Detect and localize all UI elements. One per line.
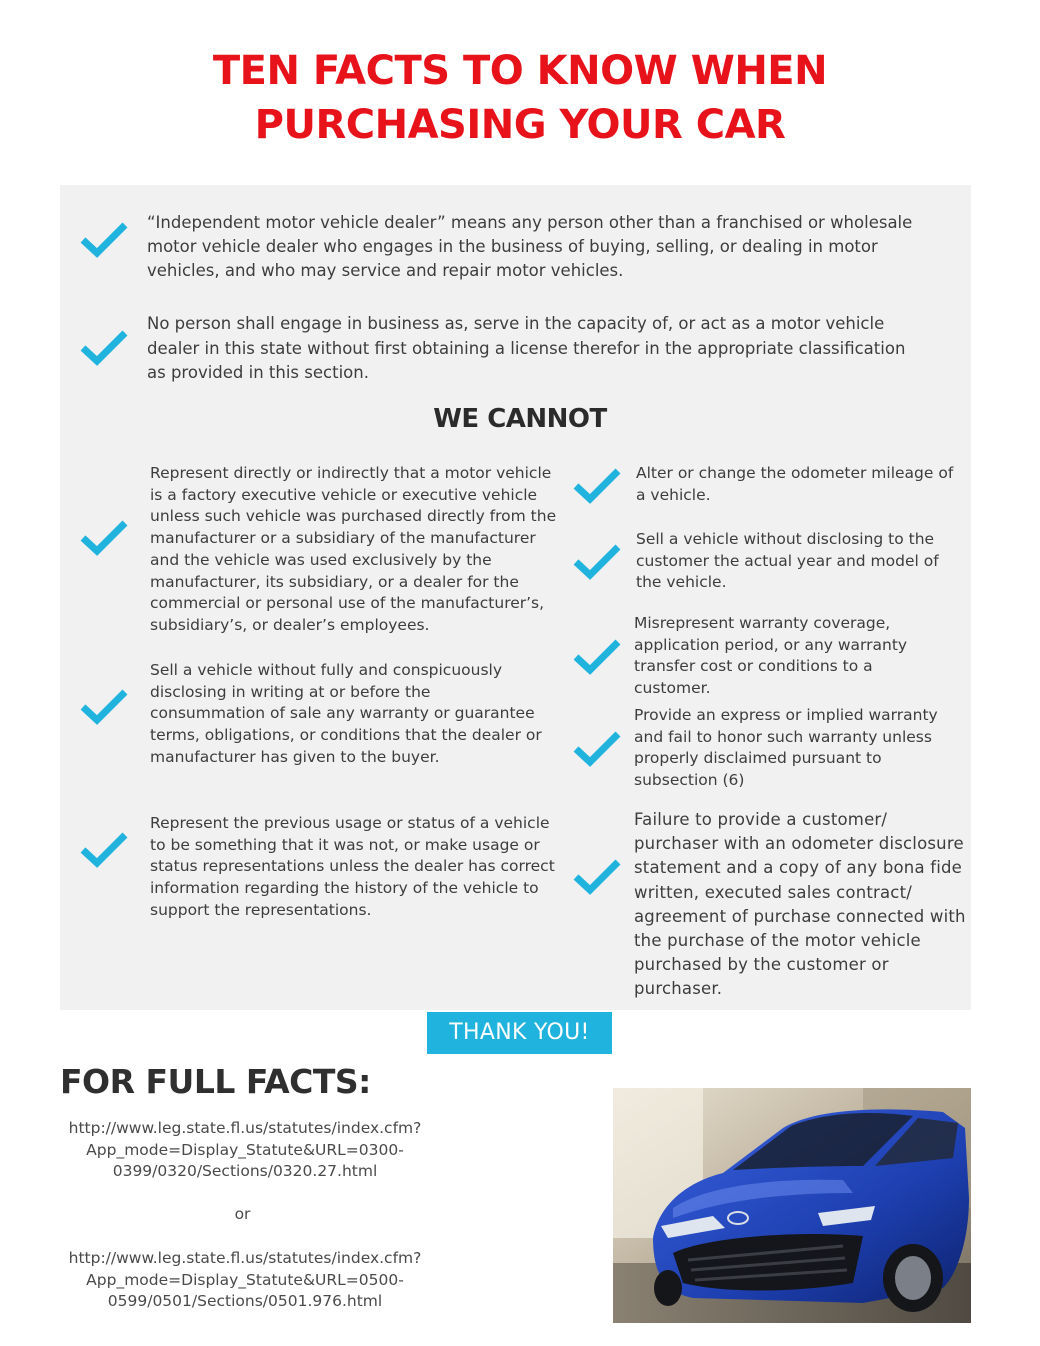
checkmark-icon	[80, 328, 128, 368]
left-item-1: Represent directly or indirectly that a motor vehicle is a factory executive vehicle or executive vehicle unless such vehicle was purchased directly from the manufacturer or a subsidiary of the manufacturer and the vehicle was used exclusively by the manufacturer, its subsidiary, or a dealer for the commercial or personal use of the manufacturer’s, subsidiary’s, or dealer’s employees.	[150, 464, 557, 634]
statute-link-2-line-3: 0599/0501/Sections/0501.976.html	[107, 1292, 383, 1310]
checkmark-icon	[573, 857, 621, 897]
statute-link-2-line-1: http://www.leg.state.fl.us/statutes/index.cfm?	[68, 1249, 422, 1267]
right-item-2: Sell a vehicle without disclosing to the customer the actual year and model of the vehicle.	[636, 530, 939, 592]
page-title	[0, 44, 1040, 152]
statute-link-1-line-2: App_mode=Display_Statute&URL=0300-	[86, 1140, 404, 1159]
statute-link-1-line-1: http://www.leg.state.fl.us/statutes/index.cfm?	[68, 1119, 422, 1137]
checkmark-icon	[573, 729, 621, 769]
intro-fact-2: No person shall engage in business as, serve in the capacity of, or act as a motor vehicle dealer in this state without first obtaining a license therefor in the appropriate classification as provided in this section.	[147, 314, 906, 382]
we-cannot-heading: WE CANNOT	[433, 404, 607, 434]
checkmark-icon	[573, 466, 621, 506]
full-facts-heading: FOR FULL FACTS:	[60, 1062, 371, 1101]
title-line-2: PURCHASING YOUR CAR	[254, 102, 786, 148]
statute-link-2[interactable]	[60, 1248, 430, 1313]
right-item-5: Failure to provide a customer/ purchaser with an odometer disclosure statement and a copy of any bona fide written, executed sales contract/ agreement of purchase connected with the purchase of the motor vehicle purchased by the customer or purchaser.	[634, 810, 966, 999]
right-item-1: Alter or change the odometer mileage of a vehicle.	[636, 464, 954, 504]
statute-link-1[interactable]	[60, 1118, 430, 1183]
right-item-3: Misrepresent warranty coverage, application period, or any warranty transfer cost or conditions to a customer.	[634, 614, 908, 698]
checkmark-icon	[573, 637, 621, 677]
title-line-1: TEN FACTS TO KNOW WHEN	[212, 48, 828, 94]
statute-link-2-line-2: App_mode=Display_Statute&URL=0500-	[86, 1270, 404, 1289]
right-item-4: Provide an express or implied warranty and fail to honor such warranty unless properly disclaimed pursuant to subsection (6)	[634, 706, 938, 790]
checkmark-icon	[80, 518, 128, 558]
checkmark-icon	[573, 542, 621, 582]
thank-you-banner: THANK YOU!	[427, 1012, 612, 1054]
statute-link-1-line-3: 0399/0320/Sections/0320.27.html	[112, 1162, 378, 1180]
checkmark-icon	[80, 220, 128, 260]
left-item-2: Sell a vehicle without fully and conspicuously disclosing in writing at or before the consummation of sale any warranty or guarantee terms, obligations, or conditions that the dealer or manufacturer has given to the buyer.	[150, 661, 542, 766]
intro-fact-1: “Independent motor vehicle dealer” means any person other than a franchised or wholesale motor vehicle dealer who engages in the business of buying, selling, or dealing in motor vehicles, and who may service and repair motor vehicles.	[147, 213, 913, 280]
checkmark-icon	[80, 687, 128, 727]
left-item-3: Represent the previous usage or status of a vehicle to be something that it was not, or make usage or status representations unless the dealer has correct information regarding the history of the vehicle to support the representations.	[150, 814, 555, 919]
checkmark-icon	[80, 830, 128, 870]
car-photo	[613, 1088, 971, 1323]
or-separator: or	[234, 1205, 251, 1223]
